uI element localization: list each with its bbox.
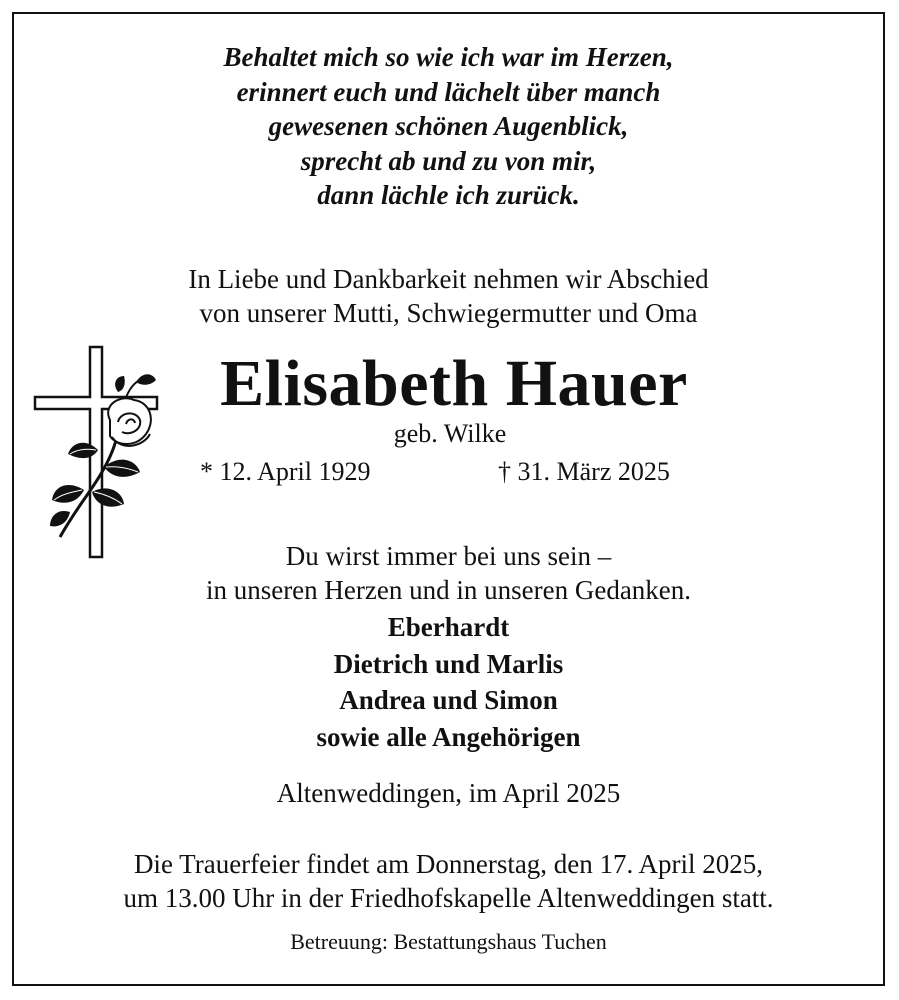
service-info (14, 847, 883, 915)
memorial-poem (14, 40, 883, 213)
intro-text (14, 262, 883, 330)
mourners-list (14, 609, 883, 755)
poem-line: sprecht ab und zu von mir, (300, 145, 597, 176)
poem-line: gewesenen schönen Augenblick, (268, 111, 629, 141)
intro-line: von unserer Mutti, Schwiegermutter und Oma (199, 298, 698, 328)
poem-line: Behaltet mich so wie ich war im Herzen, (223, 42, 674, 72)
deceased-name: Elisabeth Hauer (220, 347, 688, 420)
farewell-line: Du wirst immer bei uns sein – (285, 541, 612, 571)
farewell-text (14, 539, 883, 607)
poem-line: erinnert euch und lächelt über manch (236, 76, 661, 107)
mourner-name: sowie alle Angehörigen (316, 721, 581, 752)
service-line: Die Trauerfeier findet am Donnerstag, den 17. April 2025, (133, 849, 764, 879)
poem-line: dann lächle ich zurück. (317, 180, 580, 210)
intro-line: In Liebe und Dankbarkeit nehmen wir Abschied (188, 264, 709, 294)
funeral-home: Betreuung: Bestattungshaus Tuchen (290, 929, 607, 954)
obituary-notice (12, 12, 885, 986)
mourner-name: Eberhardt (387, 612, 510, 642)
service-line: um 13.00 Uhr in der Friedhofskapelle Altenweddingen statt. (123, 883, 774, 913)
mourner-name: Dietrich und Marlis (333, 648, 564, 679)
mourner-name: Andrea und Simon (339, 685, 558, 715)
birth-date: * 12. April 1929 (200, 457, 371, 486)
death-date: † 31. März 2025 (498, 457, 670, 486)
maiden-name: geb. Wilke (393, 419, 507, 448)
place-date: Altenweddingen, im April 2025 (276, 778, 621, 808)
farewell-line: in unseren Herzen und in unseren Gedanken. (205, 575, 692, 605)
